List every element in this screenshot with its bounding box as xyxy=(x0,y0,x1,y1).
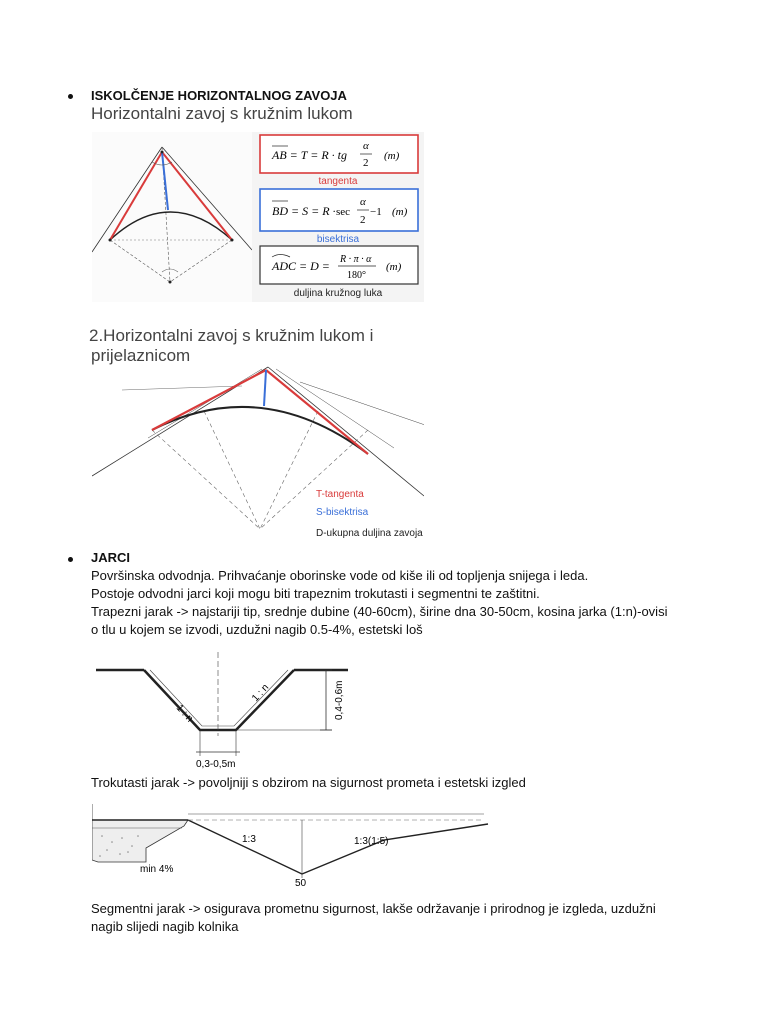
triangle-slope-left: 1:3 xyxy=(242,834,256,845)
subtitle-transition-curve-line1: 2.Horizontalni zavoj s kružnim lukom i xyxy=(89,326,374,345)
trapez-width: 0,3-0,5m xyxy=(196,759,236,770)
formula-tangent-unit: (m) xyxy=(384,150,400,162)
triangle-depth: 50 xyxy=(295,878,307,889)
formula-tangent-lhs: AB = T = R · tg xyxy=(272,148,347,162)
formula-bisector-lhs: BD = S = R · xyxy=(272,204,336,218)
trapez-slope-left: 1 : n xyxy=(173,702,195,725)
transition-tangent-left xyxy=(152,370,266,430)
formula-bisector-den: 2 xyxy=(360,214,366,226)
legend-total-length: D-ukupna duljina zavoja xyxy=(316,528,423,539)
formula-arc-lhs: ADC = D = xyxy=(272,259,330,273)
formula-tangent-num: α xyxy=(363,140,369,152)
trapez-slope-right: 1 : n xyxy=(250,682,272,705)
formula-bisector-sec: sec xyxy=(336,206,351,218)
paragraph-line-3: Trapezni jarak -> najstariji tip, srednje dubine (40-60cm), širine dna 30-50cm, kosina jarka (1:n)-ovisi xyxy=(91,604,668,619)
formula-arc-den: 180° xyxy=(347,270,366,281)
formula-arc-unit: (m) xyxy=(386,261,402,273)
legend-bisector: S-bisektrisa xyxy=(316,507,369,518)
formula-bisector-num: α xyxy=(360,196,366,208)
formula-tangent-den: 2 xyxy=(363,157,369,169)
bullet-2 xyxy=(68,557,73,562)
segment-ditch-text-line1: Segmentni jarak -> osigurava prometnu sigurnost, lakše održavanje i prirodnog je izgleda, uzdužni xyxy=(91,901,656,916)
triangular-ditch-diagram xyxy=(92,800,492,890)
segment-ditch-text-line2: nagib slijedi nagib kolnika xyxy=(91,919,239,934)
formula-bisector-unit: (m) xyxy=(392,206,408,218)
section-heading-jarci: JARCI xyxy=(91,550,131,565)
transition-bisector xyxy=(264,370,266,406)
trapezoidal-ditch-diagram xyxy=(92,648,352,770)
formula-tangent-label: tangenta xyxy=(318,176,358,187)
triangular-ditch-text: Trokutasti jarak -> povoljniji s obzirom na sigurnost prometa i estetski izgled xyxy=(91,775,526,790)
paragraph-line-2: Postoje odvodni jarci koji mogu biti trapeznim trokutasti i segmentni te zaštitni. xyxy=(91,586,540,601)
triangle-min-slope: min 4% xyxy=(140,864,174,875)
formula-bisector-minus: −1 xyxy=(370,206,382,218)
formula-panel xyxy=(252,132,424,302)
paragraph-line-4: o tlu u kojem se izvodi, uzdužni nagib 0.5-4%, estetski loš xyxy=(91,622,423,637)
subtitle-transition-curve-line2: prijelaznicom xyxy=(91,346,191,365)
bullet-1 xyxy=(68,94,73,99)
circular-curve-diagram xyxy=(92,132,252,302)
formula-arc-num: R · π · α xyxy=(340,254,372,265)
legend-tangent: T-tangenta xyxy=(316,489,364,500)
paragraph-line-1: Površinska odvodnja. Prihvaćanje oborinske vode od kiše ili od topljenja snijega i leda. xyxy=(91,568,589,583)
formula-bisector-label: bisektrisa xyxy=(316,234,360,245)
trapez-depth: 0,4-0,6m xyxy=(334,680,345,720)
subtitle-circular-curve: Horizontalni zavoj s kružnim lukom xyxy=(91,104,353,123)
formula-arc-label: duljina kružnog luka xyxy=(293,288,383,299)
triangle-slope-right: 1:3(1:5) xyxy=(354,836,389,847)
transition-curve-diagram xyxy=(92,364,424,540)
section-heading-iskolcenje: ISKOLČENJE HORIZONTALNOG ZAVOJA xyxy=(91,88,347,103)
